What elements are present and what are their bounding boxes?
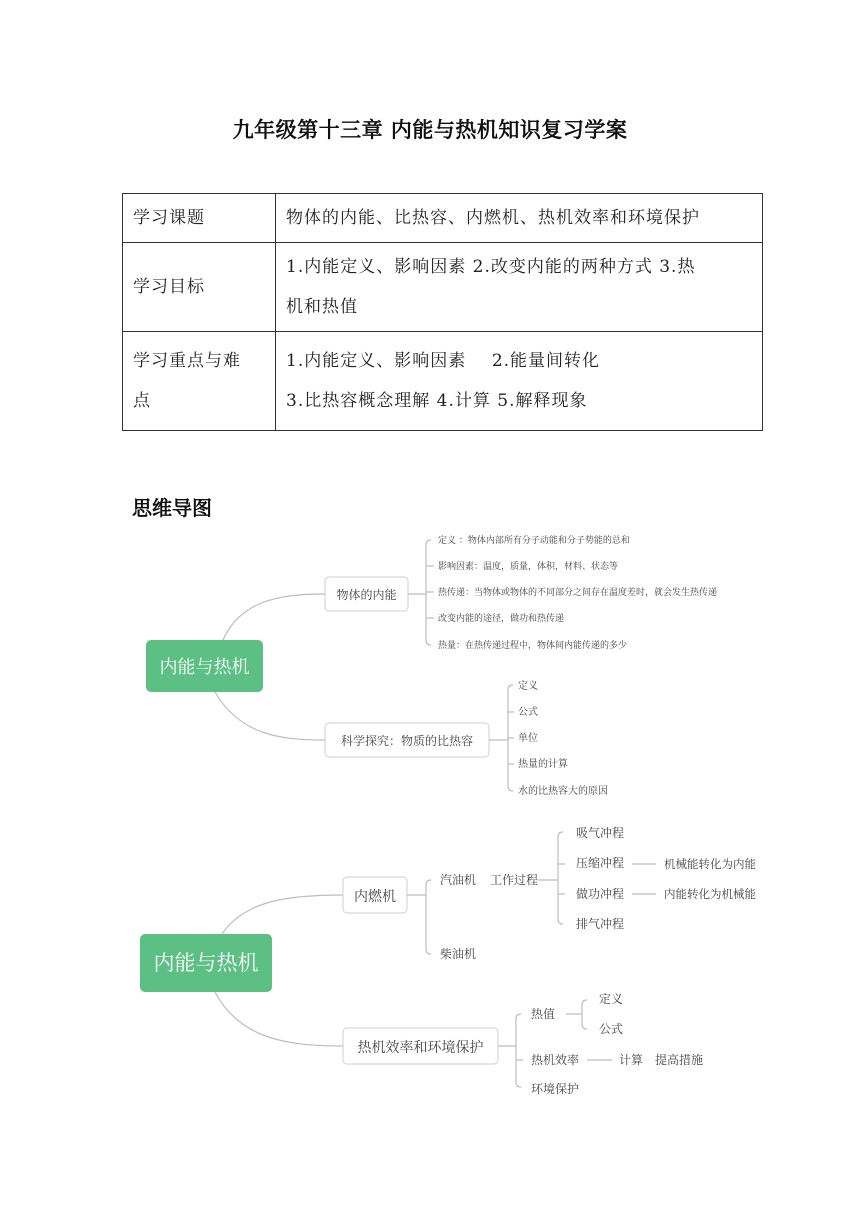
energy-conversion: 内能转化为机械能 [664, 887, 756, 901]
leaf-environment: 环境保护 [531, 1082, 580, 1096]
leaf-improve: 提高措施 [655, 1053, 704, 1067]
connector [215, 992, 343, 1046]
leaf-item: 热量的计算 [518, 759, 568, 770]
stroke-item: 做功冲程 [576, 887, 625, 901]
energy-conversion: 机械能转化为内能 [664, 857, 756, 871]
stroke-item: 排气冲程 [576, 917, 625, 931]
bracket [426, 880, 431, 954]
branch-specific-heat-label: 科学探究：物质的比热容 [340, 734, 474, 748]
bracket [582, 1000, 587, 1029]
leaf-item: 定义 [599, 992, 624, 1006]
focus-line-1: 1.内能定义、影响因素 2.能量间转化 [286, 351, 601, 371]
leaf-item: 定义 ：物体内部所有分子动能和分子势能的总和 [438, 536, 630, 546]
leaf-item: 热量：在热传递过程中，物体间内能传递的多少 [438, 641, 628, 651]
section-title: 思维导图 [132, 496, 212, 520]
root-node-1-label: 内能与热机 [159, 657, 250, 678]
leaf-item: 影响因素：温度，质量，体积，材料、状态等 [438, 562, 619, 572]
leaf-diesel-engine: 柴油机 [440, 947, 477, 961]
leaf-item: 单位 [518, 733, 538, 744]
row-value-topic: 物体的内能、比热容、内燃机、热机效率和环境保护 [276, 194, 763, 243]
leaf-item: 改变内能的途径，做功和热传递 [438, 614, 565, 624]
connector [222, 594, 325, 642]
leaf-item: 公式 [518, 707, 538, 718]
focus-line-2: 3.比热容概念理解 4.计算 5.解释现象 [286, 391, 588, 411]
stroke-item: 吸气冲程 [576, 826, 625, 840]
leaf-gasoline-engine: 汽油机 [440, 873, 477, 887]
branch-ice-label: 内燃机 [354, 889, 396, 905]
branch-efficiency-env-label: 热机效率和环境保护 [357, 1040, 484, 1056]
goal-line-1: 1.内能定义、影响因素 2.改变内能的两种方式 3.热 [286, 257, 696, 277]
stroke-item: 压缩冲程 [576, 856, 625, 870]
connector [222, 895, 343, 934]
leaf-calc: 计算 [619, 1053, 644, 1067]
page-title: 九年级第十三章 内能与热机知识复习学案 [232, 118, 628, 142]
bracket [516, 1014, 521, 1087]
leaf-item: 热传递：当物体或物体的不同部分之间存在温度差时，就会发生热传递 [438, 588, 718, 598]
focus-key-line-1: 学习重点与难 [133, 351, 241, 371]
row-key-topic: 学习课题 [123, 194, 276, 243]
focus-key-line-2: 点 [133, 391, 151, 411]
row-key-goal: 学习目标 [123, 243, 276, 332]
bracket [558, 832, 563, 924]
goal-line-2: 机和热值 [286, 297, 358, 317]
leaf-item: 水的比热容大的原因 [518, 786, 608, 797]
leaf-item: 公式 [599, 1022, 624, 1036]
connector [215, 692, 325, 740]
leaf-efficiency: 热机效率 [531, 1053, 580, 1067]
root-node-2-label: 内能与热机 [153, 951, 259, 975]
branch-internal-energy-label: 物体的内能 [336, 588, 397, 602]
leaf-heat-value: 热值 [531, 1007, 556, 1021]
leaf-working-process: 工作过程 [490, 873, 539, 887]
leaf-item: 定义 [518, 681, 538, 692]
